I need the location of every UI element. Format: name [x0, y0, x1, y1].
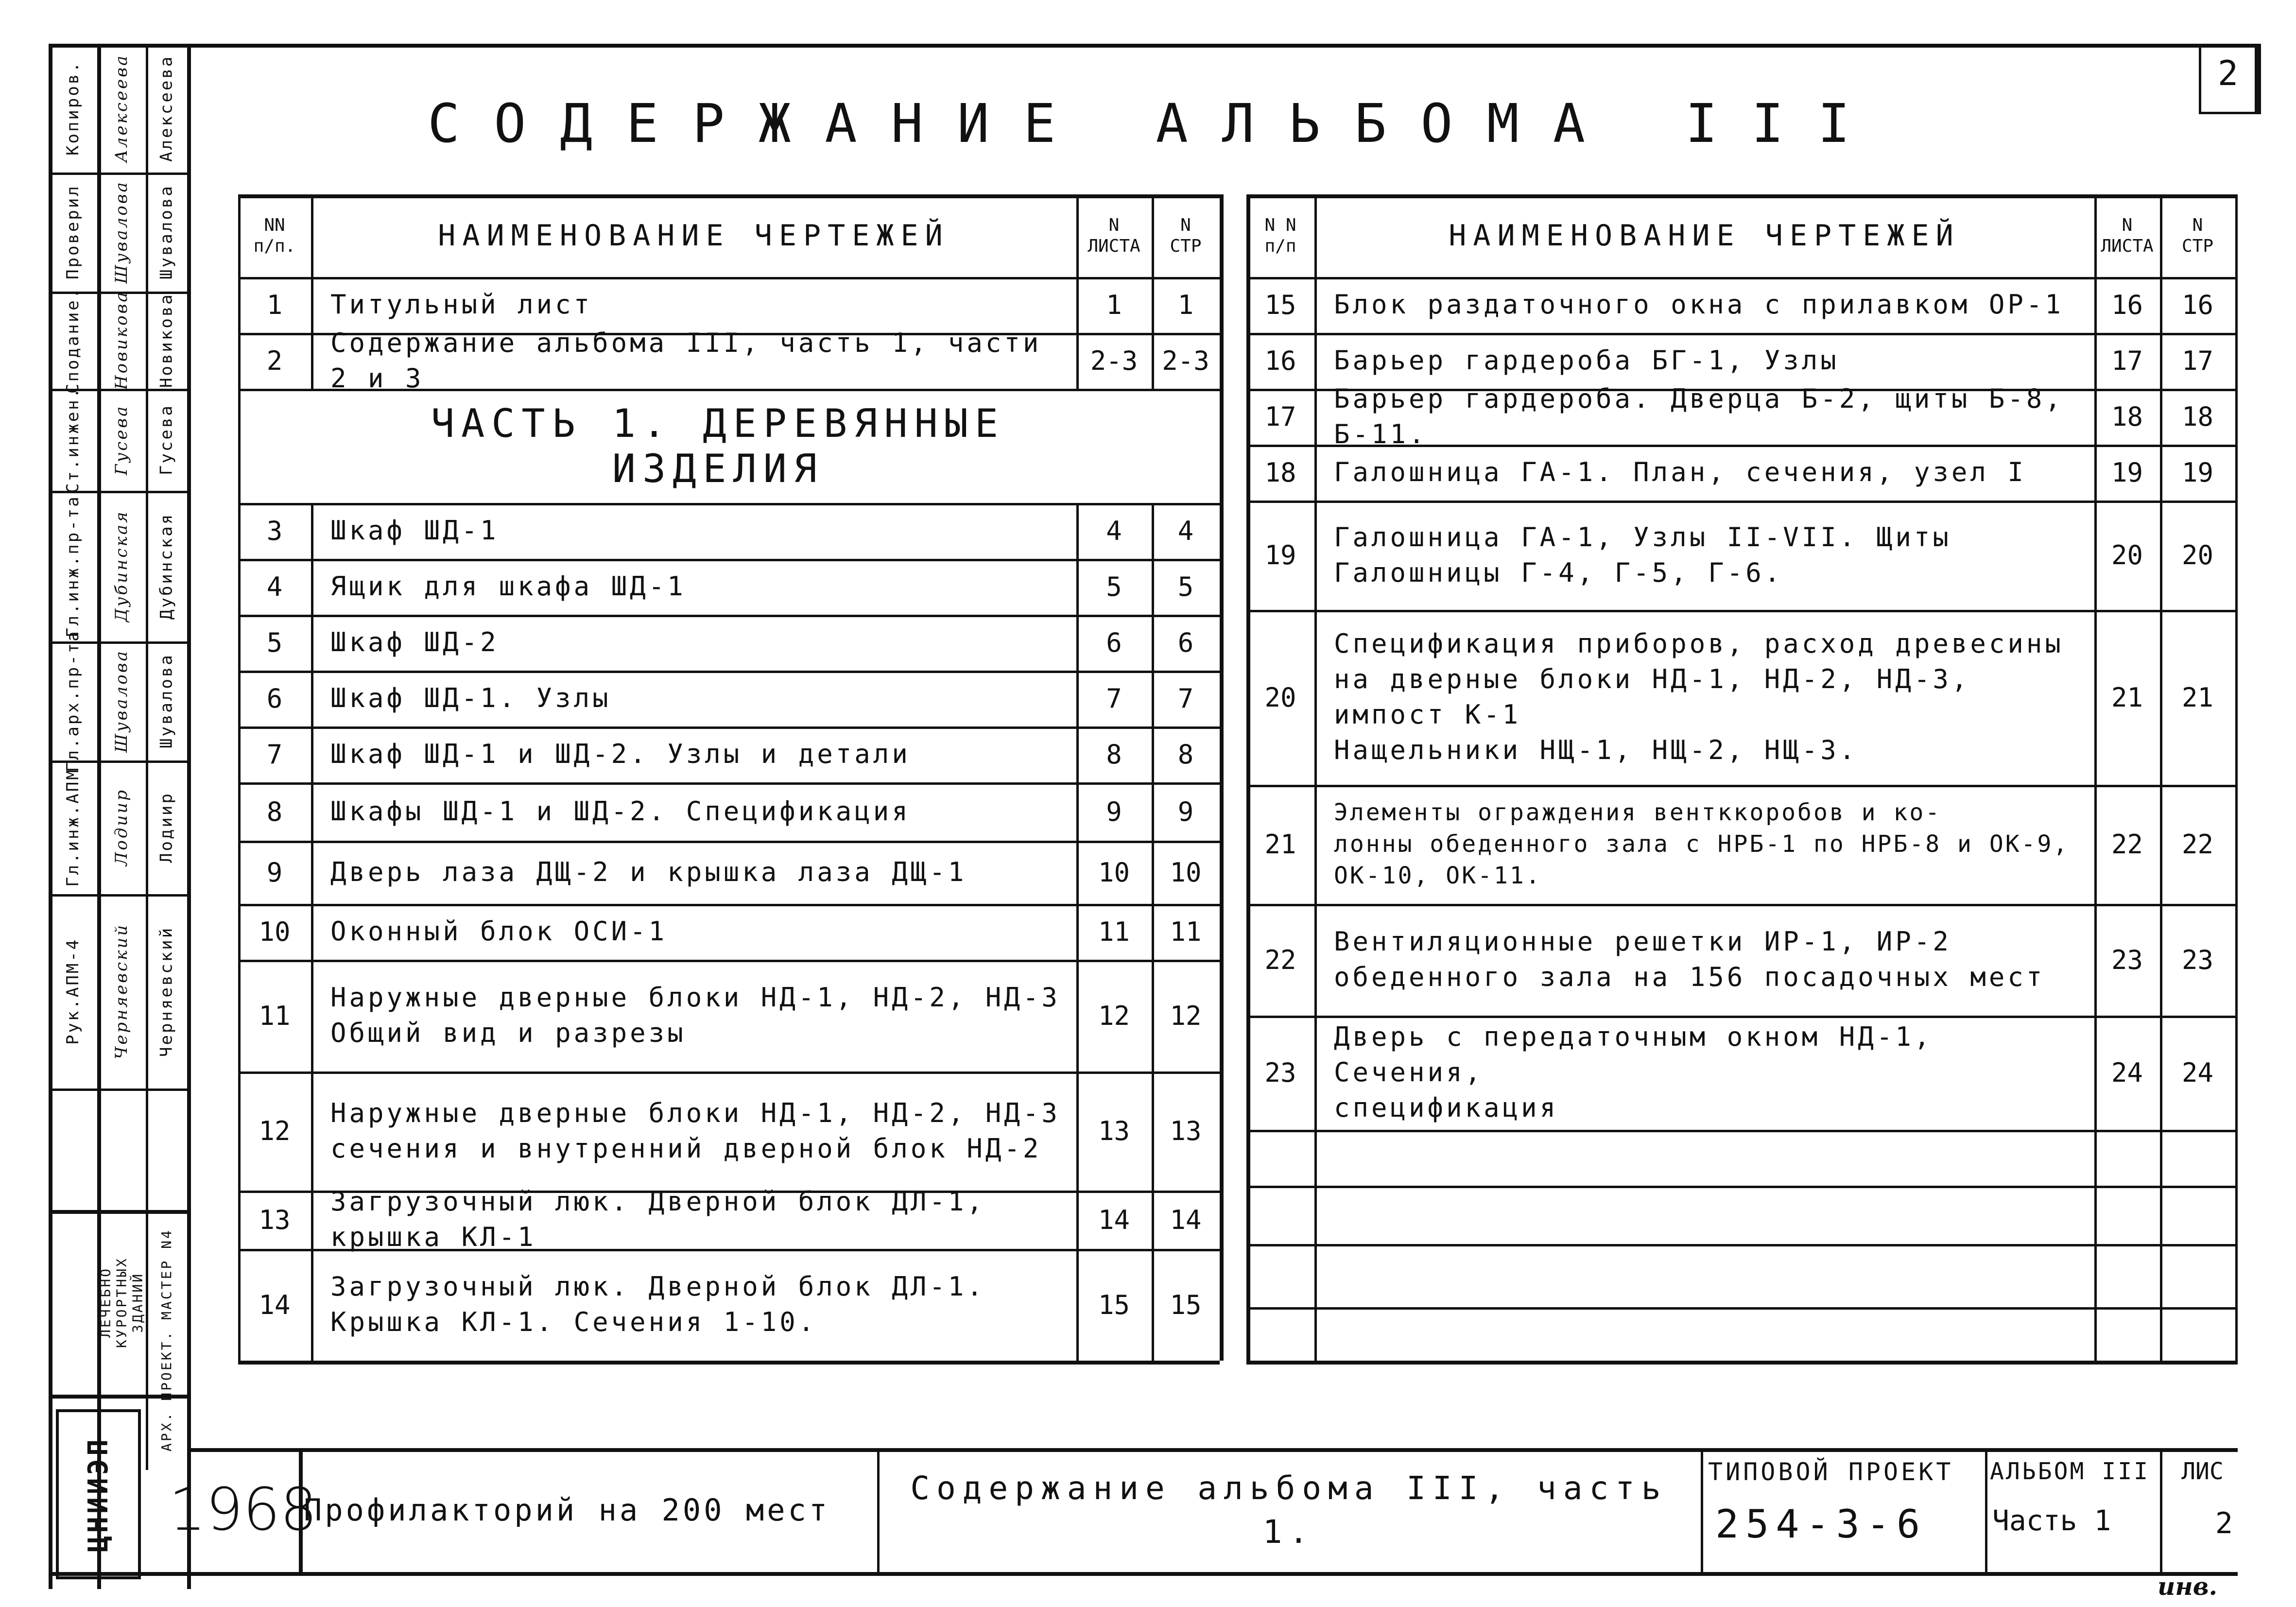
row-page: 14 [1170, 1204, 1202, 1235]
row-num: 5 [266, 627, 283, 658]
row-sheet: 10 [1098, 857, 1130, 888]
stamp-role: Гл.арх.пр-та [63, 629, 83, 773]
row-num: 9 [266, 857, 283, 888]
stamp-name: Шувалова [156, 184, 176, 280]
right-header-sheet: N ЛИСТА [2101, 215, 2154, 256]
logo-text: ЦНИИЭП [83, 1436, 114, 1553]
row-num: 18 [1264, 457, 1296, 488]
stamp-signature: Лодиир [112, 788, 131, 866]
row-num: 2 [266, 346, 283, 376]
row-sheet: 20 [2111, 540, 2143, 570]
row-page: 24 [2181, 1057, 2214, 1088]
row-page: 17 [2181, 346, 2214, 376]
row-page: 21 [2181, 682, 2214, 713]
row-page: 6 [1177, 627, 1194, 658]
row-num: 4 [266, 571, 283, 602]
album-part: Часть 1 [1992, 1504, 2111, 1537]
row-num: 19 [1264, 540, 1296, 570]
stamp-org: ЛЕЧЕБНО КУРОРТНЫХ ЗДАНИЙ [97, 1257, 146, 1348]
object-name: Профилакторий на 200 мест [304, 1492, 830, 1528]
stamp-signature: Шувалова [112, 649, 131, 753]
year: 1968 [169, 1476, 317, 1544]
row-page: 7 [1177, 683, 1194, 714]
row-name: Оконный блок ОСИ-1 [330, 916, 668, 947]
row-name: Содержание альбома III, часть 1, части 2 и 3 [330, 327, 1042, 394]
row-name: Барьер гардероба БГ-1, Узлы [1334, 345, 1839, 376]
stamp-signature: Шувалова [112, 180, 131, 284]
stamp-signature: Новикова [112, 290, 131, 390]
row-num: 21 [1264, 829, 1296, 860]
row-page: 15 [1170, 1289, 1202, 1320]
row-sheet: 17 [2111, 346, 2143, 376]
right-header-page: N СТР [2181, 215, 2214, 256]
row-num: 1 [266, 290, 283, 320]
row-num: 20 [1264, 682, 1296, 713]
stamp-role: Копиров. [63, 60, 83, 156]
row-name: Дверь с передаточным окном НД-1, Сечения, спецификация [1334, 1021, 1933, 1123]
section-title: ЧАСТЬ 1. ДЕРЕВЯННЫЕ ИЗДЕЛИЯ [431, 400, 1005, 491]
left-header-page: N СТР [1170, 215, 1202, 256]
stamp-signature: Гусева [112, 404, 131, 475]
row-name: Загрузочный люк. Дверной блок ДЛ-1. Крышка КЛ-1. Сечения 1-10. [330, 1271, 985, 1337]
row-num: 14 [259, 1289, 291, 1320]
stamp-signature: Черняевский [112, 923, 131, 1060]
stamp-role: Сподание. [63, 286, 83, 394]
row-page: 23 [2181, 944, 2214, 975]
row-page: 9 [1177, 796, 1194, 827]
row-sheet: 23 [2111, 944, 2143, 975]
stamp-name: Лодиир [156, 792, 176, 863]
sheet-number: 2 [2215, 1506, 2233, 1540]
row-sheet: 11 [1098, 916, 1130, 947]
inventory-label: инв. [2158, 1572, 2218, 1601]
row-name: Наружные дверные блоки НД-1, НД-2, НД-3 Общий вид и разрезы [330, 982, 1060, 1048]
stamp-signature: Алексеева [112, 53, 131, 163]
row-sheet: 2-3 [1090, 346, 1138, 376]
page-number: 2 [2217, 53, 2239, 93]
row-name: Титульный лист [330, 289, 593, 320]
stamp-name: Алексеева [156, 54, 176, 162]
row-num: 6 [266, 683, 283, 714]
row-sheet: 5 [1106, 571, 1122, 602]
row-sheet: 12 [1098, 1000, 1130, 1031]
row-page: 11 [1170, 916, 1202, 947]
row-num: 23 [1264, 1057, 1296, 1088]
row-name: Шкаф ШД-2 [330, 627, 499, 658]
sheet-label: ЛИС [2181, 1458, 2224, 1485]
row-name: Галошница ГА-1, Узлы II-VII. Щиты Галошницы Г-4, Г-5, Г-6. [1334, 521, 1951, 588]
row-sheet: 16 [2111, 290, 2143, 320]
row-page: 4 [1177, 516, 1194, 546]
row-sheet: 8 [1106, 739, 1122, 770]
row-name: Галошница ГА-1. План, сечения, узел I [1334, 457, 2026, 488]
row-page: 13 [1170, 1116, 1202, 1146]
right-header-name: НАИМЕНОВАНИЕ ЧЕРТЕЖЕЙ [1449, 219, 1960, 253]
row-name: Ящик для шкафа ШД-1 [330, 571, 686, 602]
row-sheet: 18 [2111, 401, 2143, 432]
row-page: 19 [2181, 457, 2214, 488]
right-header-num: N N п/п [1264, 215, 1296, 256]
row-num: 12 [259, 1116, 291, 1146]
stamp-name: Дубинская [156, 512, 176, 620]
row-name: Вентиляционные решетки ИР-1, ИР-2 обеденного зала на 156 посадочных мест [1334, 926, 2045, 992]
project-number: 254-3-6 [1715, 1502, 1927, 1547]
stamp-workshop: АРХ. ПРОЕКТ. МАСТЕР N4 [158, 1228, 174, 1451]
row-num: 13 [259, 1204, 291, 1235]
stamp-role: Проверил [63, 184, 83, 280]
sheet-content: Содержание альбома III, часть 1. [910, 1469, 1668, 1551]
stamp-role: Ст.инжен. [63, 386, 83, 494]
left-header-num: NN п/п. [253, 215, 296, 256]
stamp-name: Гусева [156, 404, 176, 476]
row-sheet: 15 [1098, 1289, 1130, 1320]
row-num: 7 [266, 739, 283, 770]
row-name: Спецификация приборов, расход древесины на дверные блоки НД-1, НД-2, НД-3, импост К-1 Нащельники НЩ-1, НЩ-2, НЩ-3. [1334, 628, 2064, 765]
row-num: 15 [1264, 290, 1296, 320]
row-page: 20 [2181, 540, 2214, 570]
institute-logo [56, 1409, 141, 1579]
stamp-name: Черняевский [156, 926, 176, 1057]
row-page: 16 [2181, 290, 2214, 320]
row-page: 10 [1170, 857, 1202, 888]
row-sheet: 4 [1106, 516, 1122, 546]
project-label: ТИПОВОЙ ПРОЕКТ [1708, 1458, 1954, 1486]
stamp-name: Шувалова [156, 653, 176, 749]
row-page: 5 [1177, 571, 1194, 602]
row-name: Барьер гардероба. Дверца Б-2, щиты Б-8, Б-11. [1334, 383, 2064, 449]
row-name: Наружные дверные блоки НД-1, НД-2, НД-3 сечения и внутренний дверной блок НД-2 [330, 1097, 1060, 1164]
row-name: Шкаф ШД-1. Узлы [330, 683, 611, 714]
row-sheet: 24 [2111, 1057, 2143, 1088]
album-label: АЛЬБОМ III [1990, 1458, 2150, 1485]
stamp-name: Новикова [156, 293, 176, 388]
row-num: 3 [266, 516, 283, 546]
row-name: Шкаф ШД-1 [330, 515, 499, 546]
row-sheet: 13 [1098, 1116, 1130, 1146]
stamp-role: Гл.инж.АПМ [63, 768, 83, 887]
row-sheet: 19 [2111, 457, 2143, 488]
stamp-role: Рук.АПМ-4 [63, 937, 83, 1045]
left-header-name: НАИМЕНОВАНИЕ ЧЕРТЕЖЕЙ [438, 219, 949, 253]
row-num: 16 [1264, 346, 1296, 376]
row-sheet: 21 [2111, 682, 2143, 713]
row-sheet: 9 [1106, 796, 1122, 827]
row-name: Блок раздаточного окна с прилавком ОР-1 [1334, 289, 2064, 320]
row-name: Элементы ограждения вентккоробов и ко- лонны обеденного зала с НРБ-1 по НРБ-8 и ОК-9, ОК-10, ОК-11. [1334, 799, 2070, 889]
left-header-sheet: N ЛИСТА [1088, 215, 1140, 256]
row-sheet: 22 [2111, 829, 2143, 860]
row-page: 12 [1170, 1000, 1202, 1031]
row-name: Шкаф ШД-1 и ШД-2. Узлы и детали [330, 739, 911, 770]
stamp-signature: Дубинская [112, 510, 131, 622]
row-num: 8 [266, 796, 283, 827]
row-page: 8 [1177, 739, 1194, 770]
row-name: Шкафы ШД-1 и ШД-2. Спецификация [330, 795, 911, 827]
row-page: 2-3 [1162, 346, 1209, 376]
row-num: 10 [259, 916, 291, 947]
row-page: 22 [2181, 829, 2214, 860]
row-sheet: 14 [1098, 1204, 1130, 1235]
row-name: Загрузочный люк. Дверной блок ДЛ-1, крышка КЛ-1 [330, 1186, 985, 1252]
row-page: 18 [2181, 401, 2214, 432]
row-num: 11 [259, 1000, 291, 1031]
row-sheet: 1 [1106, 290, 1122, 320]
row-page: 1 [1177, 290, 1194, 320]
stamp-role: Гл.инж.пр-та [63, 495, 83, 638]
page-title: СОДЕРЖАНИЕ АЛЬБОМА III [428, 92, 1884, 155]
row-num: 17 [1264, 401, 1296, 432]
row-sheet: 7 [1106, 683, 1122, 714]
row-num: 22 [1264, 944, 1296, 975]
row-sheet: 6 [1106, 627, 1122, 658]
row-name: Дверь лаза ДЩ-2 и крышка лаза ДЩ-1 [330, 856, 967, 887]
